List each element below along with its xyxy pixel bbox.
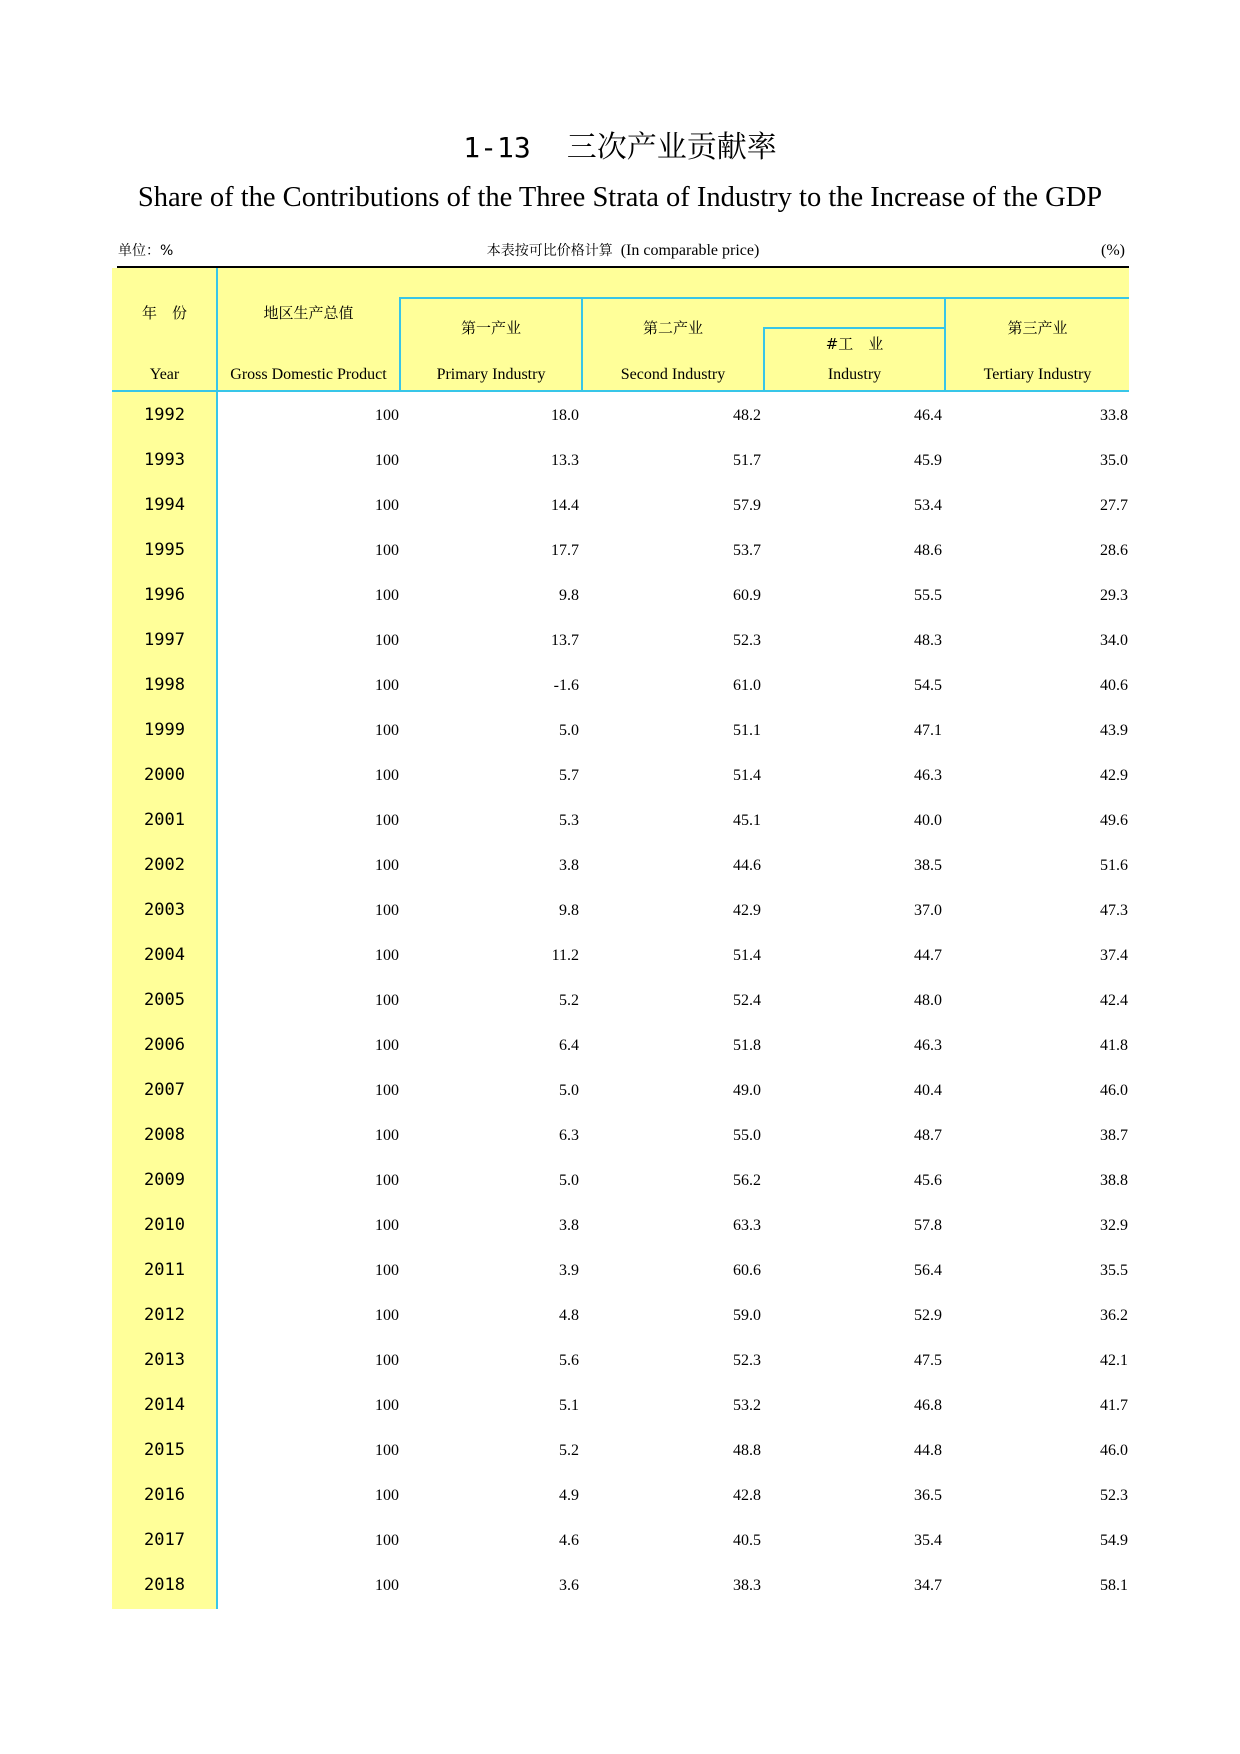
header-industry-en: Industry bbox=[827, 366, 882, 383]
cell-tertiary: 29.3 bbox=[1100, 587, 1128, 604]
cell-primary: 4.9 bbox=[559, 1487, 579, 1504]
table-row bbox=[0, 708, 1240, 753]
header-industry-cn: #工 业 bbox=[825, 335, 884, 353]
cell-gdp: 100 bbox=[375, 947, 399, 964]
cell-second: 44.6 bbox=[733, 857, 761, 874]
cell-tertiary: 49.6 bbox=[1100, 812, 1128, 829]
cell-primary: 3.9 bbox=[559, 1262, 579, 1279]
table-row bbox=[0, 1563, 1240, 1608]
cell-tertiary: 38.7 bbox=[1100, 1127, 1128, 1144]
table-row bbox=[0, 1158, 1240, 1203]
cell-industry: 40.0 bbox=[914, 812, 942, 829]
cell-primary: 3.6 bbox=[559, 1577, 579, 1594]
table-row bbox=[0, 1203, 1240, 1248]
cell-gdp: 100 bbox=[375, 1487, 399, 1504]
cell-second: 51.4 bbox=[733, 767, 761, 784]
table-row bbox=[0, 1518, 1240, 1563]
cell-gdp: 100 bbox=[375, 1127, 399, 1144]
cell-gdp: 100 bbox=[375, 1577, 399, 1594]
cell-year: 1997 bbox=[144, 630, 185, 650]
cell-gdp: 100 bbox=[375, 1352, 399, 1369]
cell-industry: 38.5 bbox=[914, 857, 942, 874]
cell-second: 40.5 bbox=[733, 1532, 761, 1549]
cell-primary: 13.7 bbox=[551, 632, 579, 649]
cell-year: 2001 bbox=[144, 810, 185, 830]
table-row bbox=[0, 1113, 1240, 1158]
unit-percent: (%) bbox=[1101, 242, 1125, 259]
cell-gdp: 100 bbox=[375, 1037, 399, 1054]
cell-primary: 18.0 bbox=[551, 407, 579, 424]
cell-tertiary: 41.8 bbox=[1100, 1037, 1128, 1054]
cell-tertiary: 40.6 bbox=[1100, 677, 1128, 694]
cell-year: 2011 bbox=[144, 1260, 185, 1280]
cell-industry: 46.4 bbox=[914, 407, 942, 424]
cell-gdp: 100 bbox=[375, 1082, 399, 1099]
cell-gdp: 100 bbox=[375, 992, 399, 1009]
cell-second: 52.4 bbox=[733, 992, 761, 1009]
cell-industry: 36.5 bbox=[914, 1487, 942, 1504]
cell-year: 1996 bbox=[144, 585, 185, 605]
table-row bbox=[0, 483, 1240, 528]
table-row bbox=[0, 933, 1240, 978]
cell-industry: 52.9 bbox=[914, 1307, 942, 1324]
cell-year: 2009 bbox=[144, 1170, 185, 1190]
cell-second: 51.4 bbox=[733, 947, 761, 964]
table-row bbox=[0, 978, 1240, 1023]
cell-year: 1992 bbox=[144, 405, 185, 425]
table-row bbox=[0, 1383, 1240, 1428]
header-year-cn: 年 份 bbox=[141, 304, 187, 322]
cell-primary: 13.3 bbox=[551, 452, 579, 469]
unit-label: 单位：% bbox=[118, 243, 174, 259]
cell-primary: 5.3 bbox=[559, 812, 579, 829]
cell-tertiary: 52.3 bbox=[1100, 1487, 1128, 1504]
cell-gdp: 100 bbox=[375, 1397, 399, 1414]
header-second-en: Second Industry bbox=[620, 366, 726, 383]
header-gdp-cn: 地区生产总值 bbox=[263, 304, 354, 322]
cell-industry: 47.1 bbox=[914, 722, 942, 739]
unit-line bbox=[117, 240, 1129, 268]
cell-gdp: 100 bbox=[375, 1262, 399, 1279]
cell-gdp: 100 bbox=[375, 812, 399, 829]
cell-year: 2005 bbox=[144, 990, 185, 1010]
cell-gdp: 100 bbox=[375, 632, 399, 649]
cell-gdp: 100 bbox=[375, 677, 399, 694]
cell-primary: 9.8 bbox=[559, 902, 579, 919]
cell-tertiary: 47.3 bbox=[1100, 902, 1128, 919]
cell-tertiary: 42.4 bbox=[1100, 992, 1128, 1009]
cell-year: 2002 bbox=[144, 855, 185, 875]
cell-industry: 46.3 bbox=[914, 767, 942, 784]
cell-primary: 5.0 bbox=[559, 1172, 579, 1189]
header-primary-en: Primary Industry bbox=[436, 366, 546, 383]
cell-second: 48.2 bbox=[733, 407, 761, 424]
cell-gdp: 100 bbox=[375, 1172, 399, 1189]
cell-year: 2017 bbox=[144, 1530, 185, 1550]
cell-industry: 40.4 bbox=[914, 1082, 942, 1099]
table-row bbox=[0, 1293, 1240, 1338]
cell-year: 2012 bbox=[144, 1305, 185, 1325]
cell-second: 61.0 bbox=[733, 677, 761, 694]
cell-tertiary: 27.7 bbox=[1100, 497, 1128, 514]
cell-tertiary: 41.7 bbox=[1100, 1397, 1128, 1414]
cell-gdp: 100 bbox=[375, 1307, 399, 1324]
cell-industry: 45.6 bbox=[914, 1172, 942, 1189]
cell-second: 38.3 bbox=[733, 1577, 761, 1594]
cell-year: 1995 bbox=[144, 540, 185, 560]
cell-primary: 4.6 bbox=[559, 1532, 579, 1549]
cell-tertiary: 46.0 bbox=[1100, 1082, 1128, 1099]
cell-primary: 6.4 bbox=[559, 1037, 579, 1054]
table-row bbox=[0, 663, 1240, 708]
table-row bbox=[0, 618, 1240, 663]
cell-gdp: 100 bbox=[375, 857, 399, 874]
cell-primary: 3.8 bbox=[559, 1217, 579, 1234]
cell-second: 55.0 bbox=[733, 1127, 761, 1144]
cell-tertiary: 38.8 bbox=[1100, 1172, 1128, 1189]
cell-year: 1993 bbox=[144, 450, 185, 470]
header-year-en: Year bbox=[149, 366, 180, 383]
cell-second: 45.1 bbox=[733, 812, 761, 829]
cell-tertiary: 35.0 bbox=[1100, 452, 1128, 469]
cell-year: 2018 bbox=[144, 1575, 185, 1595]
table-row bbox=[0, 1068, 1240, 1113]
table-row bbox=[0, 843, 1240, 888]
cell-industry: 35.4 bbox=[914, 1532, 942, 1549]
cell-year: 2015 bbox=[144, 1440, 185, 1460]
cell-year: 2000 bbox=[144, 765, 185, 785]
cell-second: 42.9 bbox=[733, 902, 761, 919]
cell-industry: 46.3 bbox=[914, 1037, 942, 1054]
cell-gdp: 100 bbox=[375, 452, 399, 469]
cell-second: 60.9 bbox=[733, 587, 761, 604]
cell-industry: 46.8 bbox=[914, 1397, 942, 1414]
cell-gdp: 100 bbox=[375, 1217, 399, 1234]
cell-industry: 34.7 bbox=[914, 1577, 942, 1594]
cell-tertiary: 46.0 bbox=[1100, 1442, 1128, 1459]
cell-second: 53.2 bbox=[733, 1397, 761, 1414]
cell-year: 2013 bbox=[144, 1350, 185, 1370]
page-title-en: Share of the Contributions of the Three Strata of Industry to the Increase of the GDP bbox=[137, 182, 1103, 213]
price-note-en: (In comparable price) bbox=[620, 242, 760, 259]
table-row bbox=[0, 1248, 1240, 1293]
table-row bbox=[0, 393, 1240, 438]
table-number: 1-13 bbox=[463, 131, 531, 164]
cell-primary: 5.2 bbox=[559, 992, 579, 1009]
cell-tertiary: 34.0 bbox=[1100, 632, 1128, 649]
cell-primary: 5.6 bbox=[559, 1352, 579, 1369]
price-note bbox=[117, 240, 1129, 262]
cell-industry: 44.7 bbox=[914, 947, 942, 964]
cell-gdp: 100 bbox=[375, 1532, 399, 1549]
cell-second: 51.7 bbox=[733, 452, 761, 469]
cell-second: 63.3 bbox=[733, 1217, 761, 1234]
cell-primary: -1.6 bbox=[553, 677, 579, 694]
cell-industry: 45.9 bbox=[914, 452, 942, 469]
cell-primary: 6.3 bbox=[559, 1127, 579, 1144]
cell-year: 1998 bbox=[144, 675, 185, 695]
cell-industry: 37.0 bbox=[914, 902, 942, 919]
cell-primary: 5.0 bbox=[559, 1082, 579, 1099]
header-divider bbox=[399, 297, 1129, 299]
cell-tertiary: 42.9 bbox=[1100, 767, 1128, 784]
cell-tertiary: 51.6 bbox=[1100, 857, 1128, 874]
cell-industry: 57.8 bbox=[914, 1217, 942, 1234]
table-row bbox=[0, 1023, 1240, 1068]
cell-tertiary: 42.1 bbox=[1100, 1352, 1128, 1369]
cell-tertiary: 54.9 bbox=[1100, 1532, 1128, 1549]
cell-industry: 44.8 bbox=[914, 1442, 942, 1459]
header-second-cn: 第二产业 bbox=[642, 319, 703, 337]
cell-second: 56.2 bbox=[733, 1172, 761, 1189]
cell-gdp: 100 bbox=[375, 587, 399, 604]
cell-primary: 9.8 bbox=[559, 587, 579, 604]
cell-tertiary: 35.5 bbox=[1100, 1262, 1128, 1279]
price-note-cn: 本表按可比价格计算 bbox=[486, 243, 613, 259]
header-tertiary-cn: 第三产业 bbox=[1007, 319, 1068, 337]
cell-primary: 11.2 bbox=[551, 947, 579, 964]
cell-tertiary: 32.9 bbox=[1100, 1217, 1128, 1234]
table-row bbox=[0, 1473, 1240, 1518]
cell-industry: 54.5 bbox=[914, 677, 942, 694]
cell-second: 57.9 bbox=[733, 497, 761, 514]
header-tertiary-en: Tertiary Industry bbox=[983, 366, 1092, 383]
cell-year: 2003 bbox=[144, 900, 185, 920]
cell-gdp: 100 bbox=[375, 542, 399, 559]
cell-industry: 53.4 bbox=[914, 497, 942, 514]
cell-gdp: 100 bbox=[375, 767, 399, 784]
cell-primary: 5.7 bbox=[559, 767, 579, 784]
table-row bbox=[0, 438, 1240, 483]
cell-tertiary: 33.8 bbox=[1100, 407, 1128, 424]
cell-tertiary: 28.6 bbox=[1100, 542, 1128, 559]
cell-second: 53.7 bbox=[733, 542, 761, 559]
cell-industry: 48.3 bbox=[914, 632, 942, 649]
cell-year: 1999 bbox=[144, 720, 185, 740]
cell-tertiary: 36.2 bbox=[1100, 1307, 1128, 1324]
cell-gdp: 100 bbox=[375, 497, 399, 514]
cell-gdp: 100 bbox=[375, 902, 399, 919]
cell-year: 2004 bbox=[144, 945, 185, 965]
cell-year: 2016 bbox=[144, 1485, 185, 1505]
table-row bbox=[0, 753, 1240, 798]
cell-primary: 17.7 bbox=[551, 542, 579, 559]
cell-industry: 48.6 bbox=[914, 542, 942, 559]
cell-second: 52.3 bbox=[733, 1352, 761, 1369]
header-bottom-rule bbox=[112, 390, 1129, 392]
cell-primary: 14.4 bbox=[551, 497, 579, 514]
cell-year: 2008 bbox=[144, 1125, 185, 1145]
cell-year: 2007 bbox=[144, 1080, 185, 1100]
table-row bbox=[0, 1338, 1240, 1383]
table-row bbox=[0, 573, 1240, 618]
page-title-cn bbox=[0, 128, 1240, 168]
cell-primary: 5.1 bbox=[559, 1397, 579, 1414]
table-row bbox=[0, 528, 1240, 573]
cell-primary: 5.0 bbox=[559, 722, 579, 739]
cell-gdp: 100 bbox=[375, 1442, 399, 1459]
cell-gdp: 100 bbox=[375, 722, 399, 739]
cell-second: 51.1 bbox=[733, 722, 761, 739]
cell-industry: 55.5 bbox=[914, 587, 942, 604]
cell-industry: 48.7 bbox=[914, 1127, 942, 1144]
table-row bbox=[0, 798, 1240, 843]
cell-tertiary: 37.4 bbox=[1100, 947, 1128, 964]
cell-primary: 5.2 bbox=[559, 1442, 579, 1459]
cell-year: 1994 bbox=[144, 495, 185, 515]
cell-second: 52.3 bbox=[733, 632, 761, 649]
cell-tertiary: 43.9 bbox=[1100, 722, 1128, 739]
cell-second: 42.8 bbox=[733, 1487, 761, 1504]
table-row bbox=[0, 888, 1240, 933]
cell-gdp: 100 bbox=[375, 407, 399, 424]
cell-tertiary: 58.1 bbox=[1100, 1577, 1128, 1594]
cell-second: 59.0 bbox=[733, 1307, 761, 1324]
cell-year: 2010 bbox=[144, 1215, 185, 1235]
header-primary-cn: 第一产业 bbox=[460, 319, 521, 337]
cell-second: 51.8 bbox=[733, 1037, 761, 1054]
cell-primary: 4.8 bbox=[559, 1307, 579, 1324]
cell-second: 60.6 bbox=[733, 1262, 761, 1279]
cell-industry: 48.0 bbox=[914, 992, 942, 1009]
cell-industry: 56.4 bbox=[914, 1262, 942, 1279]
cell-year: 2014 bbox=[144, 1395, 185, 1415]
cell-second: 49.0 bbox=[733, 1082, 761, 1099]
title-cn-text: 三次产业贡献率 bbox=[566, 130, 777, 165]
cell-year: 2006 bbox=[144, 1035, 185, 1055]
cell-industry: 47.5 bbox=[914, 1352, 942, 1369]
cell-primary: 3.8 bbox=[559, 857, 579, 874]
header-divider bbox=[763, 327, 946, 329]
cell-second: 48.8 bbox=[733, 1442, 761, 1459]
table-row bbox=[0, 1428, 1240, 1473]
header-gdp-en: Gross Domestic Product bbox=[230, 366, 387, 383]
